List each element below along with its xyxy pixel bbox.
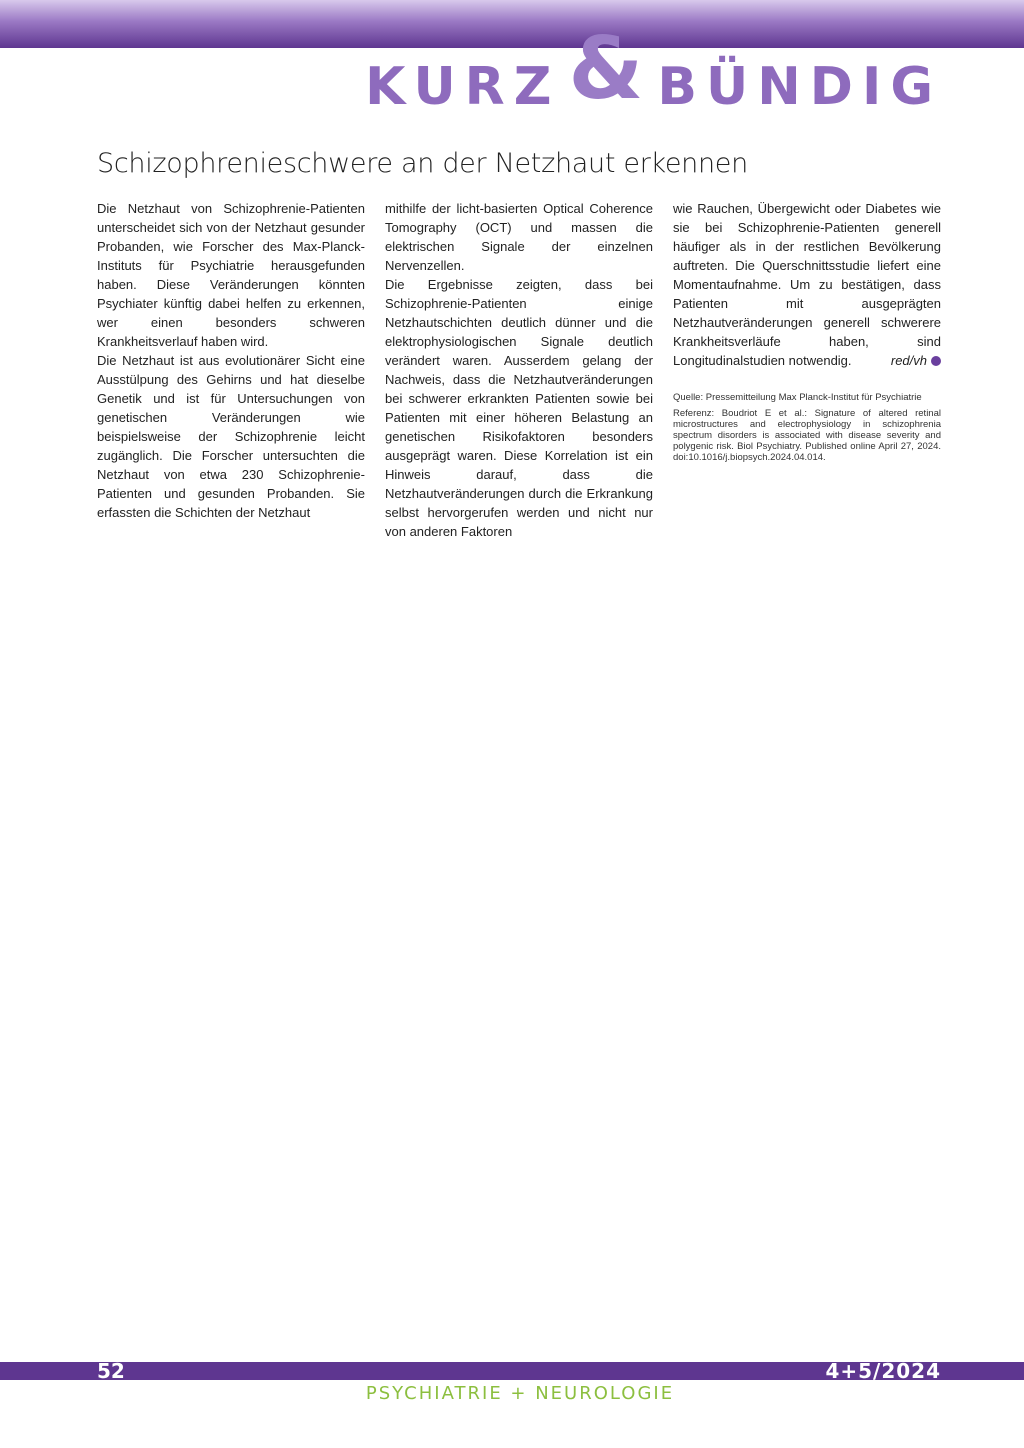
reference-line: Referenz: Boudriot E et al.: Signature of altered retinal microstructures and electrophysiology in schizophrenia spectrum disorders is associated with disease severity and polygenic risk. Biol Psychiatry. Published online April 27, 2024. doi:10.1016/j.biopsych.2024.04.014. <box>673 408 941 463</box>
source-block <box>673 392 941 463</box>
article-column-3 <box>673 199 941 463</box>
author-signature <box>891 351 941 370</box>
masthead-word-buendig: BÜNDIG <box>657 57 942 117</box>
masthead-ampersand: & <box>568 19 644 119</box>
article-title: Schizophrenieschwere an der Netzhaut erkennen <box>97 148 748 179</box>
issue-number: 4+5/2024 <box>825 1359 941 1383</box>
end-dot-icon <box>931 356 941 366</box>
signature-text: red/vh <box>890 353 927 368</box>
article-column-2 <box>385 199 653 541</box>
source-line: Quelle: Pressemitteilung Max Planck-Institut für Psychiatrie <box>673 392 922 403</box>
article-paragraph: Die Netzhaut ist aus evolutionärer Sicht eine Ausstülpung des Gehirns und hat dieselbe Genetik und ist für Untersuchungen von genetischen Veränderungen wie beispielsweise der Schizophrenie leicht zugänglich. Die Forscher untersuchten die Netzhaut von etwa 230 Schizophrenie-Patienten und gesunden Probanden. Sie erfassten die Schichten der Netzhaut <box>97 353 365 520</box>
article-paragraph: Die Netzhaut von Schizophrenie-Patienten unterscheidet sich von der Netzhaut gesunder Probanden, wie Forscher des Max-Planck-Instituts für Psychiatrie herausgefunden haben. Diese Veränderungen könnten Psychiater künftig dabei helfen zu erkennen, wer einen besonders schweren Krankheitsverlauf haben wird. <box>97 201 365 349</box>
article-paragraph: mithilfe der licht-basierten Optical Coherence Tomography (OCT) und massen die elektrischen Signale der einzelnen Nervenzellen. <box>385 201 653 273</box>
journal-name: PSYCHIATRIE + NEUROLOGIE <box>365 1383 675 1404</box>
article-paragraph-text: wie Rauchen, Übergewicht oder Diabetes wie sie bei Schizophrenie-Patienten generell häufiger als in der restlichen Bevölkerung auftreten. Die Querschnittsstudie liefert eine Momentaufnahme. Um zu bestätigen, dass Patienten mit ausgeprägten Netzhautveränderungen generell schwerere Krankheitsverläufe haben, sind Longitudinalstudien notwendig. <box>673 201 941 368</box>
section-masthead <box>365 19 942 119</box>
masthead-word-kurz: KURZ <box>365 57 561 117</box>
page-number: 52 <box>97 1359 125 1383</box>
article-paragraph <box>673 199 941 370</box>
article-paragraph: Die Ergebnisse zeigten, dass bei Schizophrenie-Patienten einige Netzhautschichten deutlich dünner und die elektrophysiologischen Signale deutlich verändert waren. Ausserdem gelang der Nachweis, dass die Netzhautveränderungen bei schwerer erkrankten Patienten sowie bei Patienten mit einer höheren Belastung an genetischen Risikofaktoren besonders ausgeprägt waren. Diese Korrelation ist ein Hinweis darauf, dass die Netzhautveränderungen durch die Erkrankung selbst hervorgerufen werden und nicht nur von anderen Faktoren <box>385 277 653 539</box>
article-column-1 <box>97 199 365 522</box>
